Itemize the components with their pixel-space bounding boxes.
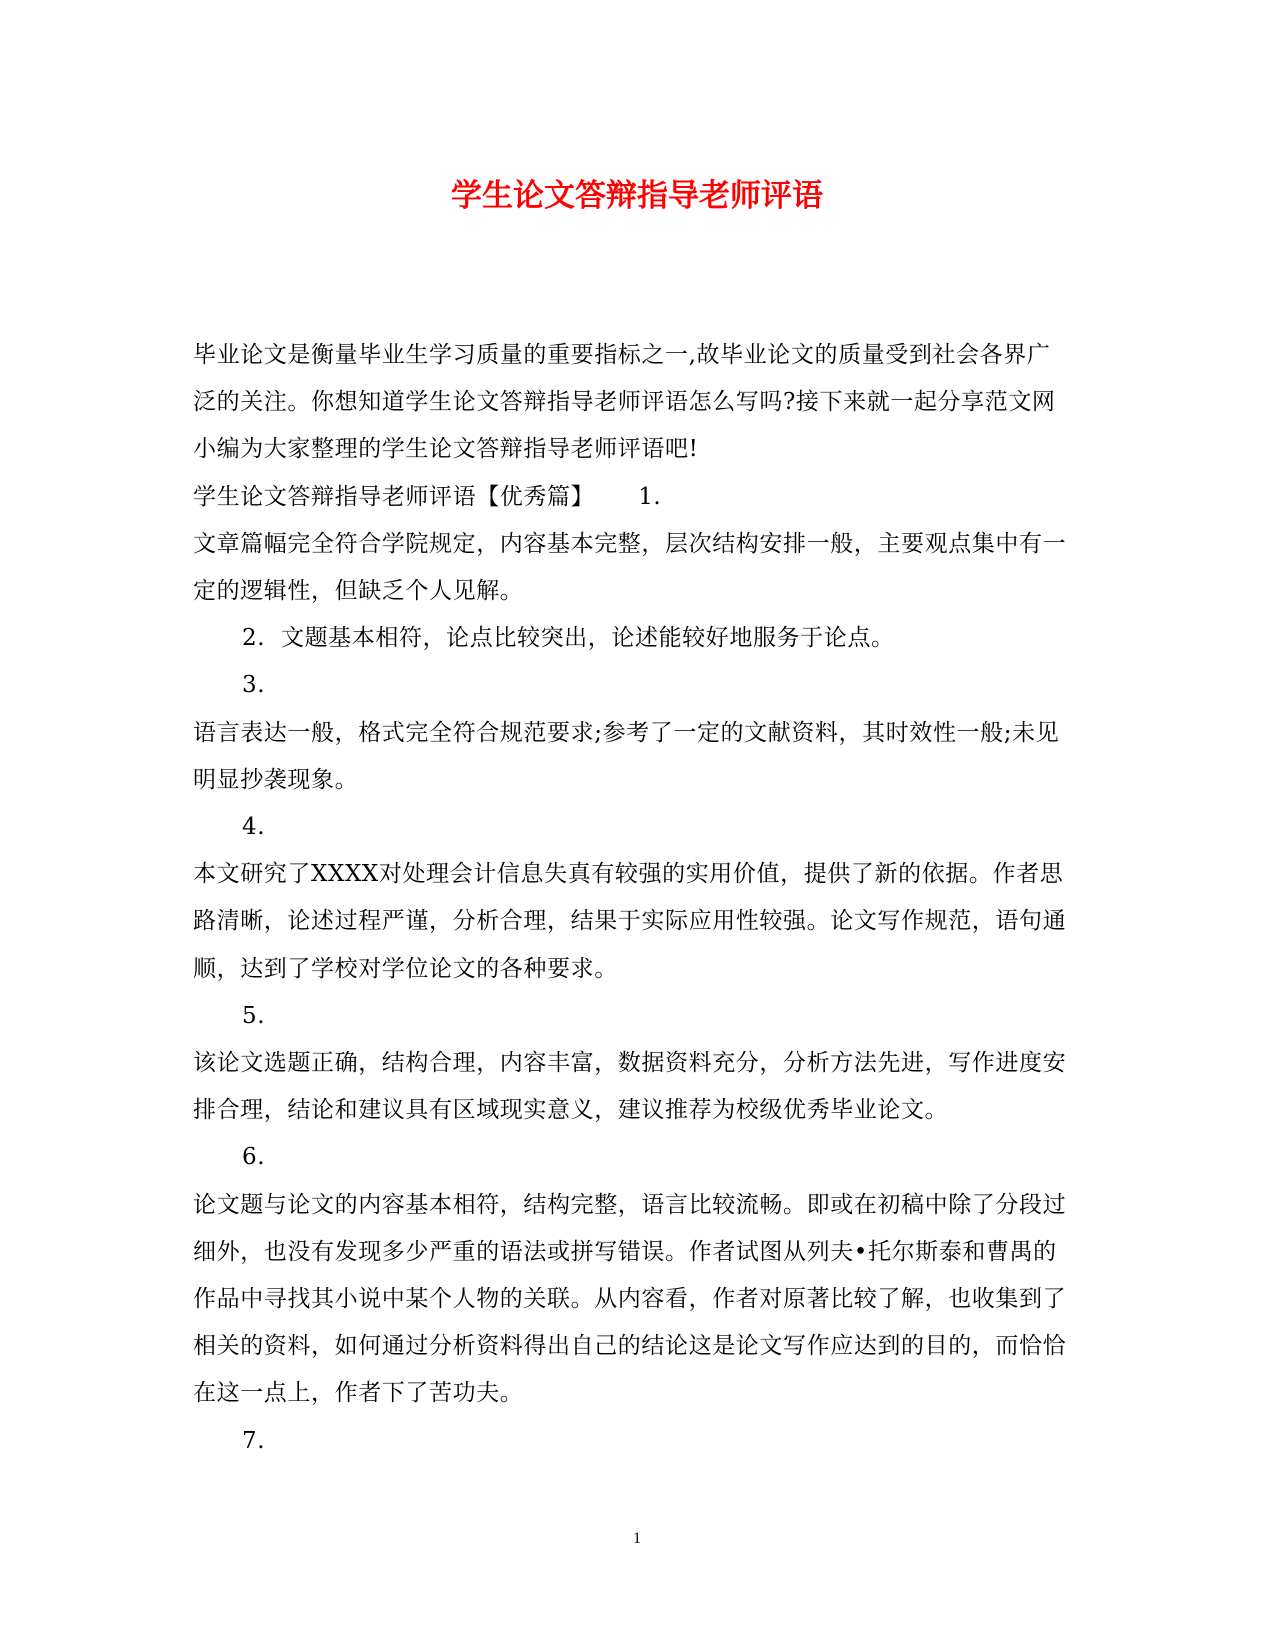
item-number-7: 7. <box>242 1427 266 1454</box>
document-body <box>193 332 1073 1465</box>
item-number-1: 1. <box>638 483 662 510</box>
item-text-5: 该论文选题正确，结构合理，内容丰富，数据资料充分，分析方法先进，写作进度安排合理，结论和建议具有区域现实意义，建议推荐为校级优秀毕业论文。 <box>193 1050 1067 1124</box>
page-title: 学生论文答辩指导老师评语 <box>451 178 823 214</box>
item-text-4: 本文研究了XXXX对处理会计信息失真有较强的实用价值，提供了新的依据。作者思路清晰，论述过程严谨，分析合理，结果于实际应用性较强。论文写作规范，语句通顺，达到了学校对学位论文的各种要求。 <box>193 861 1067 982</box>
list-item-2 <box>193 615 1073 662</box>
intro-paragraph: 毕业论文是衡量毕业生学习质量的重要指标之一,故毕业论文的质量受到社会各界广泛的关注。你想知道学生论文答辩指导老师评语怎么写吗?接下来就一起分享范文网小编为大家整理的学生论文答辩指导老师评语吧! <box>193 342 1056 463</box>
item-text-6: 论文题与论文的内容基本相符，结构完整，语言比较流畅。即或在初稿中除了分段过细外，也没有发现多少严重的语法或拼写错误。作者试图从列夫•托尔斯泰和曹禺的作品中寻找其小说中某个人物的关联。从内容看，作者对原著比较了解，也收集到了相关的资料，如何通过分析资料得出自己的结论这是论文写作应达到的目的，而恰恰在这一点上，作者下了苦功夫。 <box>193 1191 1067 1407</box>
item-number-5: 5. <box>242 1002 266 1029</box>
item-text-1: 文章篇幅完全符合学院规定，内容基本完整，层次结构安排一般，主要观点集中有一定的逻辑性，但缺乏个人见解。 <box>193 530 1067 605</box>
item-number-2: 2. <box>242 625 266 652</box>
item-text-3: 语言表达一般，格式完全符合规范要求;参考了一定的文献资料，其时效性一般;未见明显抄袭现象。 <box>193 719 1060 793</box>
section-heading: 学生论文答辩指导老师评语【优秀篇】 <box>193 483 595 510</box>
item-text-2: 文题基本相符，论点比较突出，论述能较好地服务于论点。 <box>280 625 895 652</box>
section-heading-line <box>193 474 1073 521</box>
page-number: 1 <box>633 1530 641 1547</box>
item-number-4: 4. <box>242 814 266 841</box>
item-number-6: 6. <box>242 1144 266 1171</box>
item-number-3: 3. <box>242 672 266 699</box>
